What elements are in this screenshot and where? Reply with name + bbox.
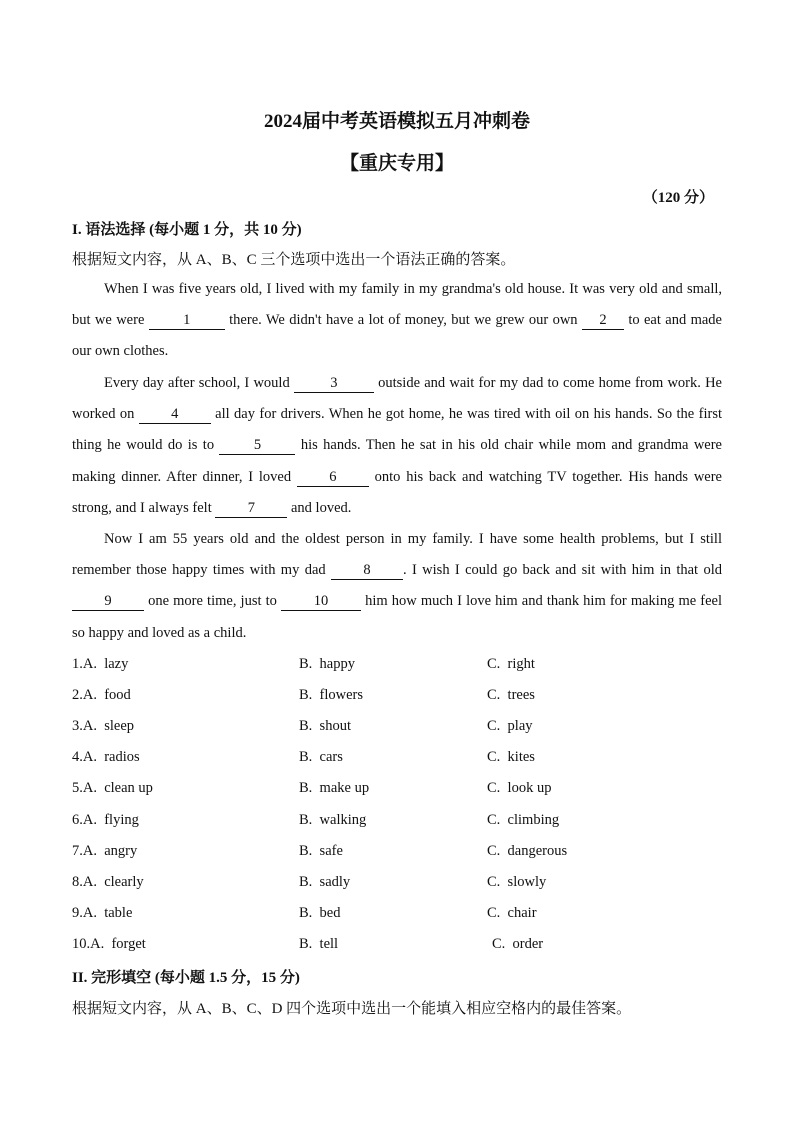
option-b[interactable]: B. flowers: [299, 687, 364, 703]
option-c[interactable]: C. order: [492, 936, 544, 952]
option-row: [72, 843, 722, 874]
blank-5[interactable]: 5: [219, 436, 295, 455]
option-b[interactable]: B. bed: [299, 905, 341, 921]
option-row: [72, 749, 722, 780]
exam-title: 2024届中考英语模拟五月冲刺卷: [263, 111, 530, 132]
passage-paragraph-1: When I was five years old, I lived with my family in my grandma's old house. It was very old and small, but we were 1 there. We didn't have a lot of money, but we grew our own 2 to eat and made our own clothes.: [72, 281, 722, 360]
option-row: [72, 936, 722, 967]
option-a[interactable]: 2.A. food: [72, 687, 131, 703]
option-c[interactable]: C. trees: [487, 687, 535, 703]
blank-1[interactable]: 1: [149, 311, 225, 330]
blank-8[interactable]: 8: [331, 561, 403, 580]
option-a[interactable]: 1.A. lazy: [72, 656, 129, 672]
option-c[interactable]: C. chair: [487, 905, 537, 921]
total-score: （120 分）: [642, 190, 714, 206]
option-c[interactable]: C. play: [487, 718, 533, 734]
option-b[interactable]: B. happy: [299, 656, 355, 672]
passage-paragraph-2: Every day after school, I would 3 outside and wait for my dad to come home from work. He worked on 4 all day for drivers. When he got home, he was tired with oil on his hands. So the first thing he would do is to 5 his hands. Then he sat in his old chair while mom and grandma were making dinner. After dinner, I loved 6 onto his back and watching TV together. His hands were strong, and I always felt 7 and loved.: [72, 375, 722, 516]
option-b[interactable]: B. cars: [299, 749, 343, 765]
option-c[interactable]: C. kites: [487, 749, 535, 765]
option-a[interactable]: 6.A. flying: [72, 812, 139, 828]
blank-7[interactable]: 7: [215, 499, 287, 518]
blank-4[interactable]: 4: [139, 405, 211, 424]
option-b[interactable]: B. sadly: [299, 874, 351, 890]
option-c[interactable]: C. climbing: [487, 812, 560, 828]
option-row: [72, 780, 722, 811]
option-row: [72, 874, 722, 905]
option-row: [72, 656, 722, 687]
passage-paragraph-3: Now I am 55 years old and the oldest person in my family. I have some health problems, but I still remember those happy times with my dad 8 . I wish I could go back and sit with him in that old 9 one more time, just to 10 him how much I love him and thank him for making me feel so happy and loved as a child.: [72, 531, 722, 641]
option-c[interactable]: C. right: [487, 656, 535, 672]
option-a[interactable]: 8.A. clearly: [72, 874, 144, 890]
option-row: [72, 718, 722, 749]
blank-2[interactable]: 2: [582, 311, 624, 330]
option-row: [72, 905, 722, 936]
option-row: [72, 687, 722, 718]
option-b[interactable]: B. safe: [299, 843, 343, 859]
option-c[interactable]: C. dangerous: [487, 843, 568, 859]
option-a[interactable]: 3.A. sleep: [72, 718, 135, 734]
option-c[interactable]: C. look up: [487, 780, 552, 796]
section1-heading: I. 语法选择 (每小题 1 分，共 10 分): [72, 222, 302, 238]
blank-3[interactable]: 3: [294, 374, 374, 393]
option-a[interactable]: 7.A. angry: [72, 843, 138, 859]
section2-instruction: 根据短文内容，从 A、B、C、D 四个选项中选出一个能填入相应空格内的最佳答案。: [72, 1001, 632, 1017]
option-a[interactable]: 4.A. radios: [72, 749, 140, 765]
option-b[interactable]: B. walking: [299, 812, 367, 828]
option-a[interactable]: 9.A. table: [72, 905, 133, 921]
blank-6[interactable]: 6: [297, 468, 369, 487]
option-c[interactable]: C. slowly: [487, 874, 547, 890]
blank-9[interactable]: 9: [72, 592, 144, 611]
option-b[interactable]: B. make up: [299, 780, 370, 796]
option-b[interactable]: B. shout: [299, 718, 351, 734]
section1-instruction: 根据短文内容，从 A、B、C 三个选项中选出一个语法正确的答案。: [72, 252, 516, 268]
option-a[interactable]: 5.A. clean up: [72, 780, 153, 796]
blank-10[interactable]: 10: [281, 592, 361, 611]
option-b[interactable]: B. tell: [299, 936, 339, 952]
exam-subtitle: 【重庆专用】: [339, 153, 454, 174]
option-a[interactable]: 10.A. forget: [72, 936, 146, 952]
option-row: [72, 812, 722, 843]
section2-heading: II. 完形填空 (每小题 1.5 分，15 分): [72, 970, 300, 986]
